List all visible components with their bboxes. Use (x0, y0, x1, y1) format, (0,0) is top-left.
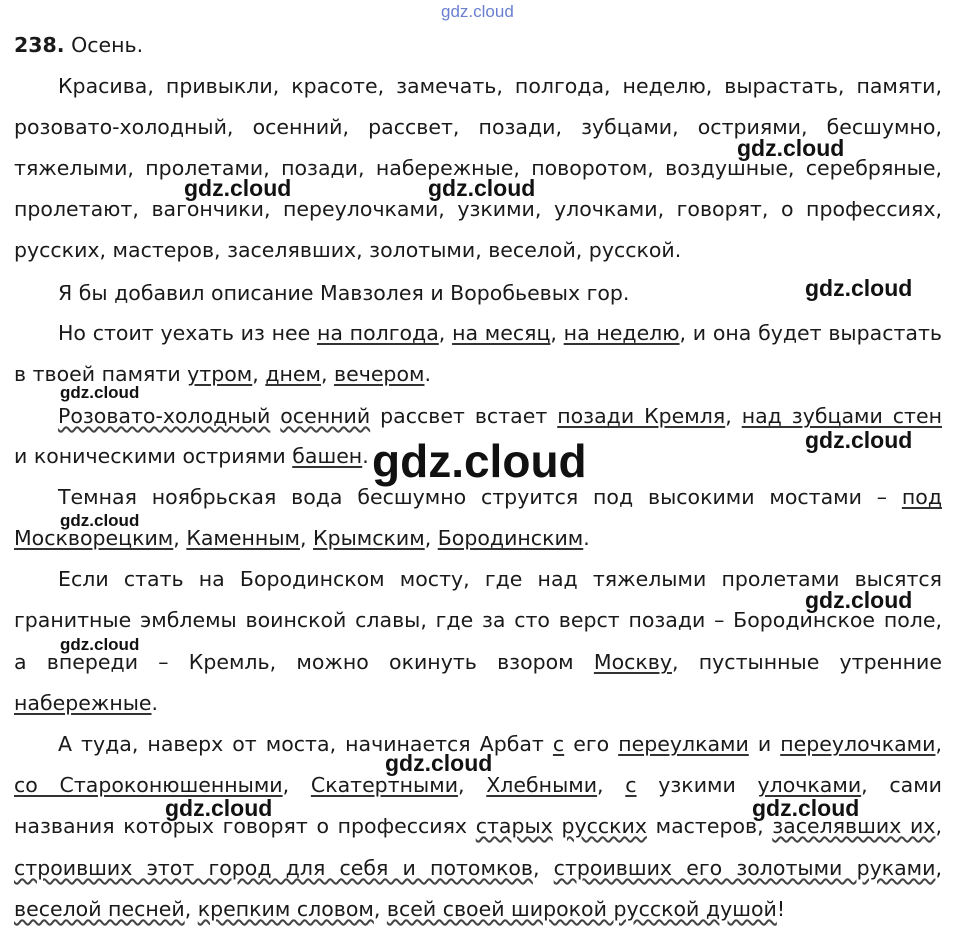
watermark: gdz.cloud (165, 795, 273, 821)
watermark: gdz.cloud (752, 795, 860, 821)
paragraph-7-line-1: А туда, наверх от моста, начинается Арбат с его переулками и переулочками, (58, 732, 942, 756)
watermark: gdz.cloud (805, 275, 913, 301)
paragraph-7-line-4: строивших этот город для себя и потомков, строивших его золотыми руками, (14, 856, 942, 880)
watermark: gdz.cloud (184, 175, 292, 201)
paragraph-2: Я бы добавил описание Мавзолея и Воробьевых гор. (58, 281, 630, 305)
exercise-heading (14, 32, 143, 58)
exercise-title: Осень. (71, 33, 144, 57)
paragraph-4-line-1: Розовато-холодный осенний рассвет встает позади Кремля, над зубцами стен (58, 404, 942, 428)
paragraph-6-line-3: а впереди – Кремль, можно окинуть взором Москву, пустынные утренние (14, 650, 942, 674)
paragraph-6-line-1: Если стать на Бородинском мосту, где над тяжелыми пролетами высятся (58, 567, 942, 591)
paragraph-7-line-2: со Староконюшенными, Скатертными, Хлебными, с узкими улочками, сами (14, 773, 942, 797)
watermark: gdz.cloud (385, 750, 493, 776)
watermark: gdz.cloud (805, 427, 913, 453)
paragraph-7-line-5: веселой песней, крепким словом, всей своей широкой русской душой! (14, 897, 786, 921)
watermark: gdz.cloud (428, 175, 536, 201)
paragraph-4-line-2: и коническими остриями башен. (14, 444, 369, 468)
paragraph-5-line-2: Москворецким, Каменным, Крымским, Бородинским. (14, 526, 590, 550)
paragraph-1-line-4: пролетают, вагончики, переулочками, узкими, улочками, говорят, о профессиях, (14, 197, 942, 221)
paragraph-1-line-5: русских, мастеров, заселявших, золотыми, веселой, русской. (14, 238, 682, 262)
watermark: gdz.cloud (737, 135, 845, 161)
paragraph-6-line-2: гранитные эмблемы воинской славы, где за сто верст позади – Бородинское поле, (14, 608, 942, 632)
paragraph-1-line-3: тяжелыми, пролетами, позади, набережные, поворотом, воздушные, серебряные, (14, 156, 942, 180)
paragraph-7-line-3: названия которых говорят о профессиях старых русских мастеров, заселявших их, (14, 814, 942, 838)
watermark: gdz.cloud (60, 635, 140, 654)
paragraph-1-line-2: розовато-холодный, осенний, рассвет, позади, зубцами, остриями, бесшумно, (14, 115, 942, 139)
watermark: gdz.cloud (60, 511, 140, 530)
site-header-watermark: gdz.cloud (441, 2, 514, 21)
paragraph-5-line-1: Темная ноябрьская вода бесшумно струится под высокими мостами – под (58, 485, 942, 509)
paragraph-6-line-4: набережные. (14, 691, 159, 715)
watermark: gdz.cloud (372, 435, 587, 487)
paragraph-3-line-2: в твоей памяти утром, днем, вечером. (14, 362, 431, 386)
exercise-number: 238. (14, 33, 65, 57)
paragraph-1-line-1: Красива, привыкли, красоте, замечать, полгода, неделю, вырастать, памяти, (58, 74, 942, 98)
paragraph-3-line-1: Но стоит уехать из нее на полгода, на месяц, на неделю, и она будет вырастать (58, 321, 942, 345)
watermark: gdz.cloud (805, 587, 913, 613)
watermark: gdz.cloud (60, 383, 140, 402)
